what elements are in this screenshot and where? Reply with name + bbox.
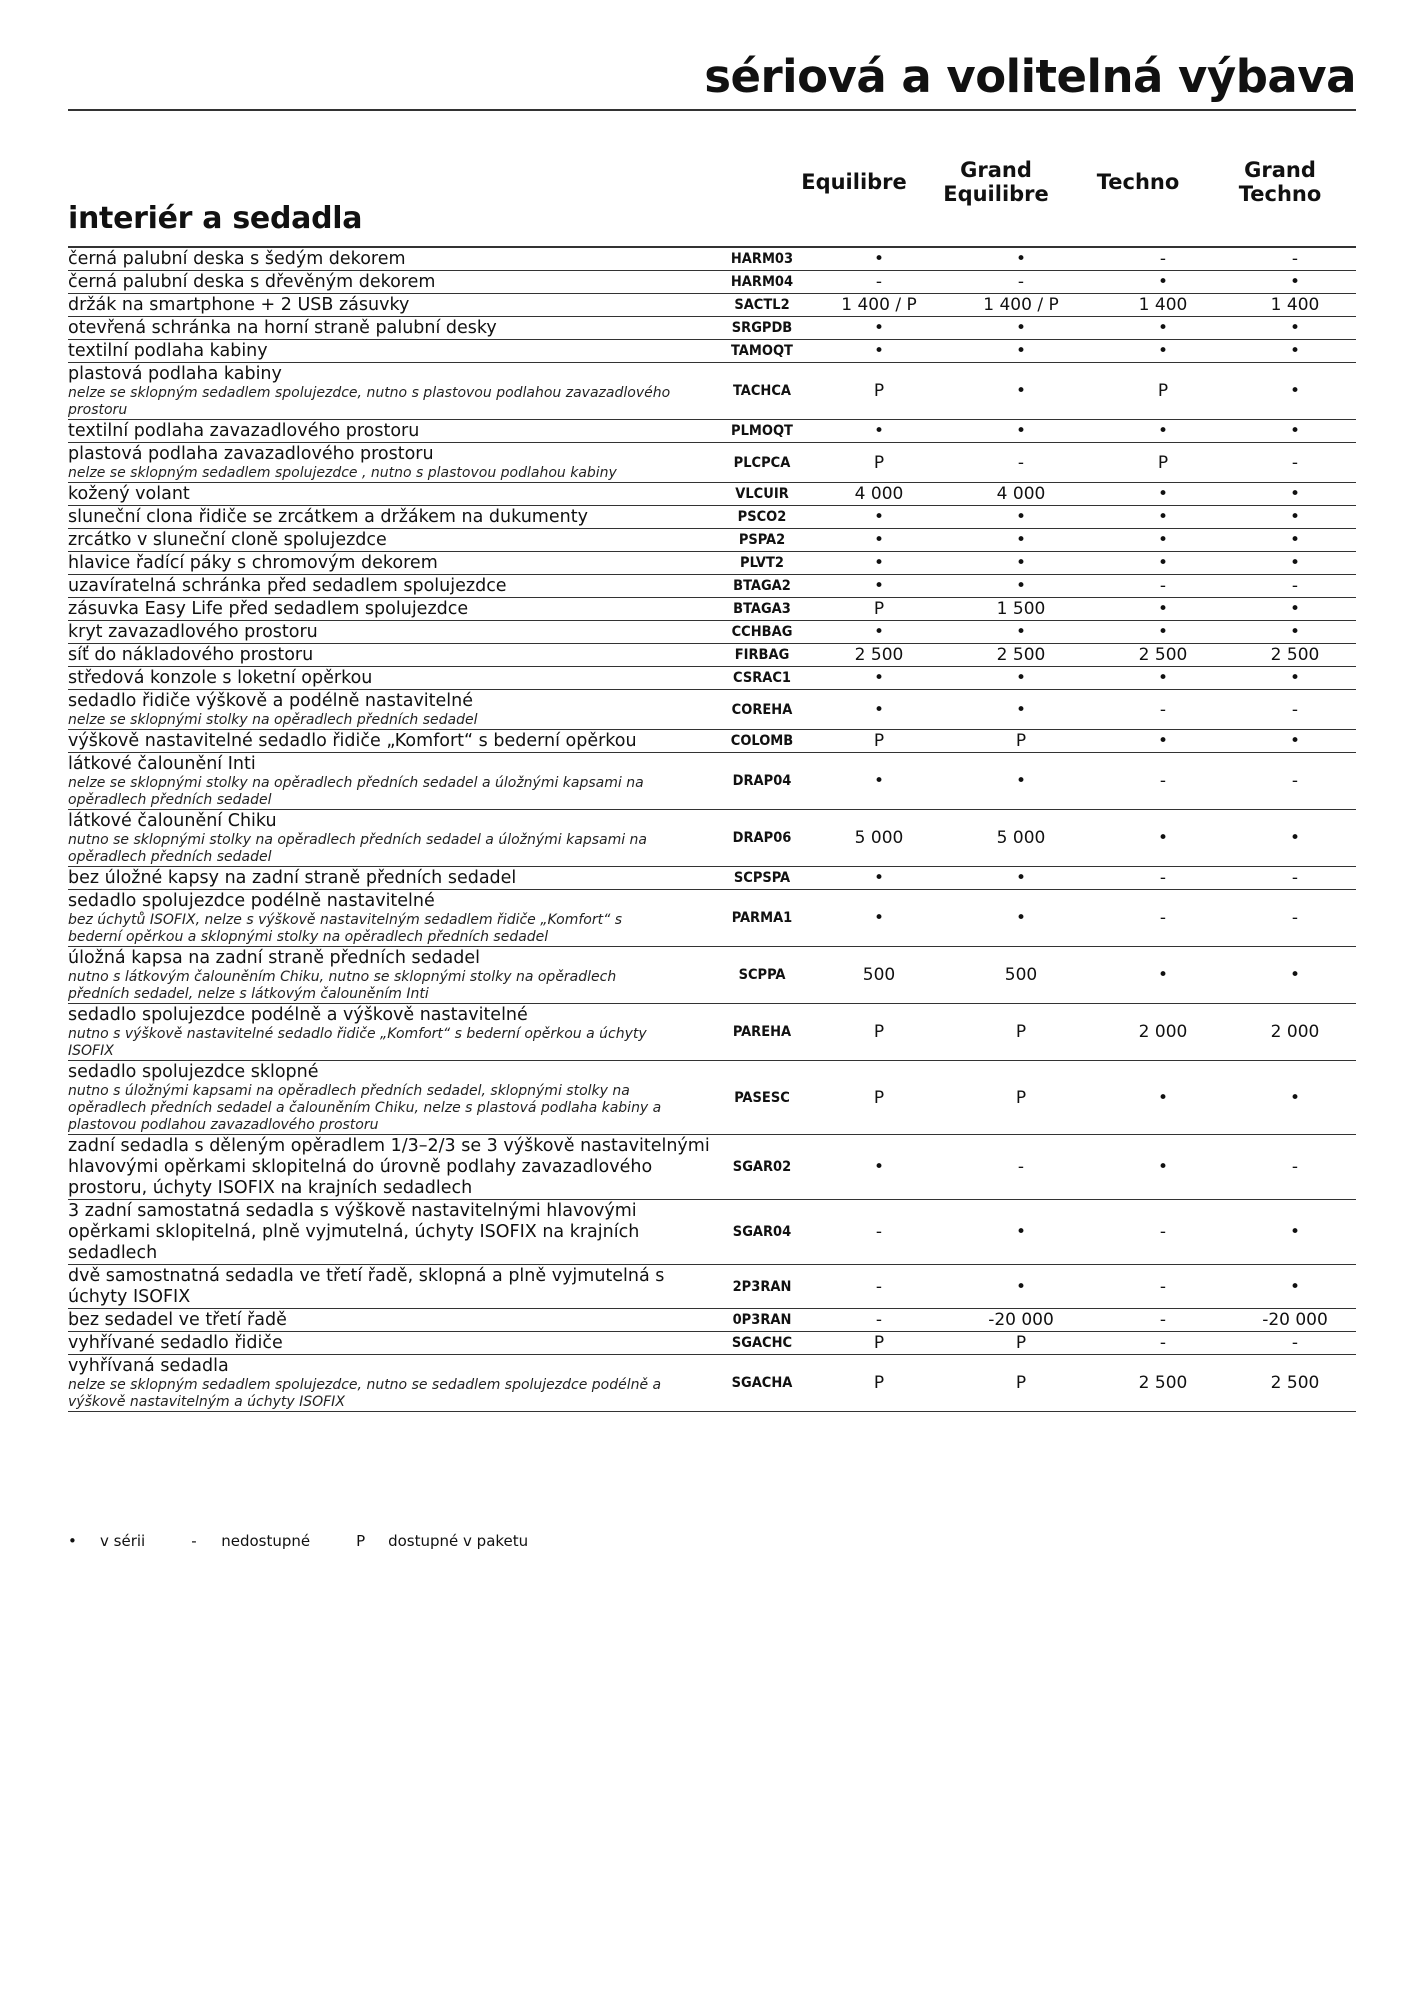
value-grand-techno: - bbox=[1234, 753, 1356, 810]
value-grand-equilibre: P bbox=[950, 730, 1092, 753]
table-row bbox=[68, 867, 1356, 890]
value-grand-techno: - bbox=[1234, 690, 1356, 730]
equipment-name-cell bbox=[68, 1265, 716, 1309]
equipment-name: hlavice řadící páky s chromovým dekorem bbox=[68, 553, 438, 573]
value-equilibre: P bbox=[808, 1004, 950, 1061]
equipment-name: plastová podlaha kabiny bbox=[68, 364, 282, 384]
option-code: TAMOQT bbox=[716, 340, 808, 363]
option-code: COREHA bbox=[716, 690, 808, 730]
equipment-name-cell bbox=[68, 1135, 716, 1200]
value-grand-equilibre: P bbox=[950, 1004, 1092, 1061]
table-row bbox=[68, 294, 1356, 317]
value-grand-techno: 2 500 bbox=[1234, 644, 1356, 667]
option-code: PSCO2 bbox=[716, 506, 808, 529]
equipment-name-cell bbox=[68, 363, 716, 420]
legend bbox=[68, 1532, 574, 1550]
equipment-name: textilní podlaha zavazadlového prostoru bbox=[68, 421, 420, 441]
value-equilibre: • bbox=[808, 529, 950, 552]
option-code: VLCUIR bbox=[716, 483, 808, 506]
value-grand-techno: • bbox=[1234, 483, 1356, 506]
title-divider bbox=[68, 109, 1356, 111]
value-grand-equilibre: • bbox=[950, 753, 1092, 810]
value-techno: - bbox=[1092, 690, 1234, 730]
value-equilibre: P bbox=[808, 730, 950, 753]
column-header-techno: Techno bbox=[1096, 170, 1180, 194]
value-techno: - bbox=[1092, 867, 1234, 890]
table-row bbox=[68, 1265, 1356, 1309]
value-techno: • bbox=[1092, 317, 1234, 340]
value-techno: • bbox=[1092, 730, 1234, 753]
value-techno: • bbox=[1092, 1061, 1234, 1135]
value-grand-equilibre: P bbox=[950, 1332, 1092, 1355]
option-code: PLVT2 bbox=[716, 552, 808, 575]
value-grand-equilibre: 500 bbox=[950, 947, 1092, 1004]
value-grand-equilibre: • bbox=[950, 690, 1092, 730]
value-grand-equilibre: • bbox=[950, 340, 1092, 363]
value-techno: • bbox=[1092, 506, 1234, 529]
option-code: DRAP06 bbox=[716, 810, 808, 867]
table-row bbox=[68, 443, 1356, 483]
value-equilibre: • bbox=[808, 867, 950, 890]
option-code: PLMOQT bbox=[716, 420, 808, 443]
value-grand-techno: -20 000 bbox=[1234, 1309, 1356, 1332]
equipment-name: černá palubní deska s šedým dekorem bbox=[68, 249, 406, 269]
value-grand-techno: • bbox=[1234, 420, 1356, 443]
value-grand-equilibre: • bbox=[950, 420, 1092, 443]
value-grand-techno: • bbox=[1234, 810, 1356, 867]
value-grand-techno: - bbox=[1234, 1135, 1356, 1200]
table-row bbox=[68, 730, 1356, 753]
legend-symbol-unavailable: - bbox=[191, 1532, 197, 1550]
value-grand-techno: - bbox=[1234, 890, 1356, 947]
value-grand-equilibre: 1 500 bbox=[950, 598, 1092, 621]
equipment-name-cell bbox=[68, 247, 716, 271]
equipment-name: úložná kapsa na zadní straně předních sedadel bbox=[68, 948, 480, 968]
value-equilibre: P bbox=[808, 1355, 950, 1412]
equipment-name-cell bbox=[68, 810, 716, 867]
equipment-name-cell bbox=[68, 443, 716, 483]
table-row bbox=[68, 1332, 1356, 1355]
equipment-name-cell bbox=[68, 529, 716, 552]
page-title: sériová a volitelná výbava bbox=[704, 50, 1356, 103]
column-header-grand-techno: Grand Techno bbox=[1238, 158, 1322, 206]
column-header-equilibre: Equilibre bbox=[801, 170, 907, 194]
value-equilibre: - bbox=[808, 1309, 950, 1332]
equipment-name-cell bbox=[68, 1061, 716, 1135]
equipment-name: zadní sedadla s děleným opěradlem 1/3–2/3 se 3 výškově nastavitelnými hlavovými opěrkami sklopitelná do úrovně podlahy zavazadlového prostoru, úchyty ISOFIX na krajních sedadlech bbox=[68, 1136, 710, 1198]
equipment-note: bez úchytů ISOFIX, nelze s výškově nastavitelným sedadlem řidiče „Komfort“ s bederní opěrkou a sklopnými stolky na opěradlech předních sedadel bbox=[68, 912, 623, 945]
value-equilibre: • bbox=[808, 575, 950, 598]
value-techno: • bbox=[1092, 420, 1234, 443]
legend-symbol-package: P bbox=[356, 1532, 366, 1550]
value-techno: • bbox=[1092, 621, 1234, 644]
value-techno: • bbox=[1092, 598, 1234, 621]
value-grand-equilibre: - bbox=[950, 271, 1092, 294]
value-grand-techno: • bbox=[1234, 947, 1356, 1004]
value-grand-techno: - bbox=[1234, 867, 1356, 890]
equipment-name-cell bbox=[68, 483, 716, 506]
equipment-name: bez sedadel ve třetí řadě bbox=[68, 1310, 287, 1330]
value-techno: - bbox=[1092, 1200, 1234, 1265]
table-row bbox=[68, 598, 1356, 621]
value-techno: • bbox=[1092, 552, 1234, 575]
table-row bbox=[68, 667, 1356, 690]
value-equilibre: P bbox=[808, 1061, 950, 1135]
value-equilibre: • bbox=[808, 753, 950, 810]
legend-label-unavailable: nedostupné bbox=[221, 1532, 311, 1550]
option-code: PLCPCA bbox=[716, 443, 808, 483]
value-equilibre: P bbox=[808, 1332, 950, 1355]
equipment-name-cell bbox=[68, 1309, 716, 1332]
table-row bbox=[68, 552, 1356, 575]
table-row bbox=[68, 1004, 1356, 1061]
option-code: SCPSPA bbox=[716, 867, 808, 890]
equipment-name-cell bbox=[68, 598, 716, 621]
equipment-note: nelze se sklopným sedadlem spolujezdce, nutno se sedadlem spolujezdce podélně a výškově nastavitelným a úchyty ISOFIX bbox=[68, 1377, 662, 1410]
option-code: PSPA2 bbox=[716, 529, 808, 552]
value-techno: P bbox=[1092, 443, 1234, 483]
value-grand-equilibre: - bbox=[950, 443, 1092, 483]
option-code: PASESC bbox=[716, 1061, 808, 1135]
table-row bbox=[68, 1061, 1356, 1135]
value-techno: - bbox=[1092, 1332, 1234, 1355]
section-heading: interiér a sedadla bbox=[68, 201, 363, 236]
equipment-name: zásuvka Easy Life před sedadlem spolujezdce bbox=[68, 599, 469, 619]
equipment-name: černá palubní deska s dřevěným dekorem bbox=[68, 272, 436, 292]
value-equilibre: • bbox=[808, 340, 950, 363]
equipment-name-cell bbox=[68, 271, 716, 294]
value-techno: • bbox=[1092, 271, 1234, 294]
table-row bbox=[68, 363, 1356, 420]
equipment-note: nutno s výškově nastavitelné sedadlo řidiče „Komfort“ s bederní opěrkou a úchyty ISOFIX bbox=[68, 1026, 647, 1059]
value-equilibre: • bbox=[808, 552, 950, 575]
value-grand-techno: • bbox=[1234, 529, 1356, 552]
equipment-name-cell bbox=[68, 644, 716, 667]
value-equilibre: • bbox=[808, 317, 950, 340]
value-equilibre: • bbox=[808, 420, 950, 443]
equipment-name-cell bbox=[68, 621, 716, 644]
option-code: COLOMB bbox=[716, 730, 808, 753]
value-grand-equilibre: • bbox=[950, 529, 1092, 552]
value-grand-equilibre: • bbox=[950, 1200, 1092, 1265]
value-techno: • bbox=[1092, 667, 1234, 690]
value-equilibre: P bbox=[808, 598, 950, 621]
option-code: FIRBAG bbox=[716, 644, 808, 667]
table-header bbox=[68, 150, 1356, 246]
value-grand-techno: • bbox=[1234, 730, 1356, 753]
option-code: TACHCA bbox=[716, 363, 808, 420]
table-row bbox=[68, 340, 1356, 363]
option-code: SGACHA bbox=[716, 1355, 808, 1412]
equipment-name: otevřená schránka na horní straně palubní desky bbox=[68, 318, 497, 338]
equipment-name-cell bbox=[68, 1332, 716, 1355]
value-techno: • bbox=[1092, 340, 1234, 363]
value-techno: • bbox=[1092, 529, 1234, 552]
option-code: 2P3RAN bbox=[716, 1265, 808, 1309]
value-techno: • bbox=[1092, 483, 1234, 506]
option-code: HARM03 bbox=[716, 247, 808, 271]
equipment-name: vyhřívaná sedadla bbox=[68, 1356, 229, 1376]
value-equilibre: P bbox=[808, 363, 950, 420]
value-grand-techno: • bbox=[1234, 667, 1356, 690]
value-equilibre: 2 500 bbox=[808, 644, 950, 667]
value-techno: - bbox=[1092, 1309, 1234, 1332]
value-grand-techno: - bbox=[1234, 247, 1356, 271]
value-grand-techno: • bbox=[1234, 271, 1356, 294]
legend-label-standard: v sérii bbox=[100, 1532, 146, 1550]
value-grand-techno: • bbox=[1234, 340, 1356, 363]
table-row bbox=[68, 1200, 1356, 1265]
value-grand-equilibre: 1 400 / P bbox=[950, 294, 1092, 317]
value-grand-equilibre: • bbox=[950, 363, 1092, 420]
value-equilibre: - bbox=[808, 1200, 950, 1265]
option-code: SACTL2 bbox=[716, 294, 808, 317]
value-techno: P bbox=[1092, 363, 1234, 420]
equipment-note: nelze se sklopným sedadlem spolujezdce, nutno s plastovou podlahou zavazadlového prostoru bbox=[68, 385, 671, 418]
value-grand-equilibre: • bbox=[950, 575, 1092, 598]
value-equilibre: • bbox=[808, 690, 950, 730]
value-grand-techno: • bbox=[1234, 506, 1356, 529]
value-equilibre: • bbox=[808, 506, 950, 529]
equipment-name: držák na smartphone + 2 USB zásuvky bbox=[68, 295, 410, 315]
equipment-name-cell bbox=[68, 420, 716, 443]
table-row bbox=[68, 317, 1356, 340]
table-row bbox=[68, 529, 1356, 552]
option-code: BTAGA2 bbox=[716, 575, 808, 598]
value-equilibre: • bbox=[808, 1135, 950, 1200]
legend-label-package: dostupné v paketu bbox=[388, 1532, 529, 1550]
value-grand-techno: • bbox=[1234, 317, 1356, 340]
value-equilibre: • bbox=[808, 667, 950, 690]
value-techno: • bbox=[1092, 947, 1234, 1004]
table-row bbox=[68, 420, 1356, 443]
equipment-name: textilní podlaha kabiny bbox=[68, 341, 268, 361]
value-grand-equilibre: • bbox=[950, 317, 1092, 340]
value-techno: • bbox=[1092, 810, 1234, 867]
equipment-name: látkové čalounění Inti bbox=[68, 754, 256, 774]
value-grand-equilibre: 5 000 bbox=[950, 810, 1092, 867]
value-grand-equilibre: • bbox=[950, 890, 1092, 947]
value-techno: - bbox=[1092, 1265, 1234, 1309]
equipment-name: sluneční clona řidiče se zrcátkem a držákem na dukumenty bbox=[68, 507, 588, 527]
equipment-name-cell bbox=[68, 552, 716, 575]
value-grand-techno: - bbox=[1234, 575, 1356, 598]
equipment-name-cell bbox=[68, 575, 716, 598]
table-row bbox=[68, 810, 1356, 867]
value-equilibre: • bbox=[808, 621, 950, 644]
value-equilibre: - bbox=[808, 271, 950, 294]
value-equilibre: 4 000 bbox=[808, 483, 950, 506]
equipment-name-cell bbox=[68, 1355, 716, 1412]
option-code: PARMA1 bbox=[716, 890, 808, 947]
option-code: SRGPDB bbox=[716, 317, 808, 340]
table-row bbox=[68, 947, 1356, 1004]
table-row bbox=[68, 575, 1356, 598]
value-techno: 2 500 bbox=[1092, 1355, 1234, 1412]
equipment-name: výškově nastavitelné sedadlo řidiče „Komfort“ s bederní opěrkou bbox=[68, 731, 637, 751]
value-techno: 1 400 bbox=[1092, 294, 1234, 317]
value-grand-techno: • bbox=[1234, 621, 1356, 644]
table-row bbox=[68, 690, 1356, 730]
equipment-name-cell bbox=[68, 317, 716, 340]
value-equilibre: - bbox=[808, 1265, 950, 1309]
value-grand-equilibre: 4 000 bbox=[950, 483, 1092, 506]
equipment-name-cell bbox=[68, 690, 716, 730]
value-grand-equilibre: • bbox=[950, 506, 1092, 529]
equipment-name-cell bbox=[68, 890, 716, 947]
table-row bbox=[68, 506, 1356, 529]
value-grand-equilibre: P bbox=[950, 1061, 1092, 1135]
equipment-name-cell bbox=[68, 340, 716, 363]
equipment-name: látkové čalounění Chiku bbox=[68, 811, 277, 831]
equipment-name: kožený volant bbox=[68, 484, 190, 504]
equipment-name-cell bbox=[68, 294, 716, 317]
table-row bbox=[68, 1309, 1356, 1332]
equipment-note: nutno s úložnými kapsami na opěradlech předních sedadel, sklopnými stolky na opěradlech předních sedadel a čalouněním Chiku, nelze s plastová podlaha kabiny a plastovou podlahou zavazadlového prostoru bbox=[68, 1083, 662, 1133]
column-header-grand-equilibre: Grand Equilibre bbox=[943, 158, 1049, 206]
equipment-name: kryt zavazadlového prostoru bbox=[68, 622, 318, 642]
value-techno: - bbox=[1092, 753, 1234, 810]
table-row bbox=[68, 247, 1356, 271]
value-grand-equilibre: P bbox=[950, 1355, 1092, 1412]
equipment-name: středová konzole s loketní opěrkou bbox=[68, 668, 373, 688]
equipment-table bbox=[68, 246, 1356, 1412]
equipment-name-cell bbox=[68, 947, 716, 1004]
option-code: SGAR04 bbox=[716, 1200, 808, 1265]
table-row bbox=[68, 644, 1356, 667]
equipment-note: nelze se sklopným sedadlem spolujezdce , nutno s plastovou podlahou kabiny bbox=[68, 465, 617, 481]
value-equilibre: 5 000 bbox=[808, 810, 950, 867]
value-techno: 2 500 bbox=[1092, 644, 1234, 667]
table-row bbox=[68, 753, 1356, 810]
equipment-name: sedadlo řidiče výškově a podélně nastavitelné bbox=[68, 691, 474, 711]
option-code: PAREHA bbox=[716, 1004, 808, 1061]
equipment-note: nutno se sklopnými stolky na opěradlech předních sedadel a úložnými kapsami na opěradlech předních sedadel bbox=[68, 832, 648, 865]
value-equilibre: 1 400 / P bbox=[808, 294, 950, 317]
value-grand-techno: 2 500 bbox=[1234, 1355, 1356, 1412]
equipment-name: sedadlo spolujezdce podélně nastavitelné bbox=[68, 891, 435, 911]
equipment-name: sedadlo spolujezdce podélně a výškově nastavitelné bbox=[68, 1005, 528, 1025]
value-grand-techno: - bbox=[1234, 1332, 1356, 1355]
option-code: 0P3RAN bbox=[716, 1309, 808, 1332]
equipment-name: 3 zadní samostatná sedadla s výškově nastavitelnými hlavovými opěrkami sklopitelná, plně vyjmutelná, úchyty ISOFIX na krajních sedadlech bbox=[68, 1201, 640, 1263]
equipment-name: plastová podlaha zavazadlového prostoru bbox=[68, 444, 434, 464]
value-techno: - bbox=[1092, 575, 1234, 598]
value-grand-techno: • bbox=[1234, 598, 1356, 621]
value-equilibre: 500 bbox=[808, 947, 950, 1004]
value-grand-techno: - bbox=[1234, 443, 1356, 483]
value-equilibre: P bbox=[808, 443, 950, 483]
value-grand-equilibre: • bbox=[950, 621, 1092, 644]
table-row bbox=[68, 483, 1356, 506]
value-equilibre: • bbox=[808, 247, 950, 271]
value-grand-techno: 1 400 bbox=[1234, 294, 1356, 317]
table-row bbox=[68, 890, 1356, 947]
option-code: CSRAC1 bbox=[716, 667, 808, 690]
value-techno: - bbox=[1092, 890, 1234, 947]
table-row bbox=[68, 1135, 1356, 1200]
value-grand-equilibre: - bbox=[950, 1135, 1092, 1200]
equipment-note: nelze se sklopnými stolky na opěradlech předních sedadel a úložnými kapsami na opěradlech předních sedadel bbox=[68, 775, 644, 808]
option-code: SGAR02 bbox=[716, 1135, 808, 1200]
option-code: SGACHC bbox=[716, 1332, 808, 1355]
equipment-name-cell bbox=[68, 753, 716, 810]
equipment-name: zrcátko v sluneční cloně spolujezdce bbox=[68, 530, 387, 550]
table-row bbox=[68, 1355, 1356, 1412]
value-grand-equilibre: -20 000 bbox=[950, 1309, 1092, 1332]
equipment-name-cell bbox=[68, 506, 716, 529]
option-code: SCPPA bbox=[716, 947, 808, 1004]
value-grand-equilibre: • bbox=[950, 552, 1092, 575]
equipment-name: síť do nákladového prostoru bbox=[68, 645, 314, 665]
table-row bbox=[68, 621, 1356, 644]
value-grand-techno: • bbox=[1234, 1061, 1356, 1135]
value-grand-equilibre: 2 500 bbox=[950, 644, 1092, 667]
equipment-name-cell bbox=[68, 667, 716, 690]
equipment-name: vyhřívané sedadlo řidiče bbox=[68, 1333, 283, 1353]
value-grand-equilibre: • bbox=[950, 867, 1092, 890]
equipment-name-cell bbox=[68, 1200, 716, 1265]
equipment-name-cell bbox=[68, 730, 716, 753]
equipment-name-cell bbox=[68, 1004, 716, 1061]
value-grand-techno: • bbox=[1234, 1265, 1356, 1309]
equipment-name: sedadlo spolujezdce sklopné bbox=[68, 1062, 319, 1082]
equipment-name: bez úložné kapsy na zadní straně předních sedadel bbox=[68, 868, 517, 888]
option-code: BTAGA3 bbox=[716, 598, 808, 621]
value-techno: - bbox=[1092, 247, 1234, 271]
equipment-note: nelze se sklopnými stolky na opěradlech předních sedadel bbox=[68, 712, 478, 728]
table-row bbox=[68, 271, 1356, 294]
value-grand-techno: • bbox=[1234, 552, 1356, 575]
value-grand-equilibre: • bbox=[950, 667, 1092, 690]
value-techno: • bbox=[1092, 1135, 1234, 1200]
value-grand-equilibre: • bbox=[950, 1265, 1092, 1309]
value-grand-techno: • bbox=[1234, 363, 1356, 420]
value-grand-techno: • bbox=[1234, 1200, 1356, 1265]
option-code: HARM04 bbox=[716, 271, 808, 294]
value-equilibre: • bbox=[808, 890, 950, 947]
equipment-note: nutno s látkovým čalouněním Chiku, nutno se sklopnými stolky na opěradlech předních sedadel, nelze s látkovým čalouněním Inti bbox=[68, 969, 617, 1002]
value-grand-techno: 2 000 bbox=[1234, 1004, 1356, 1061]
equipment-name: dvě samostnatná sedadla ve třetí řadě, sklopná a plně vyjmutelná s úchyty ISOFIX bbox=[68, 1266, 665, 1307]
value-grand-equilibre: • bbox=[950, 247, 1092, 271]
legend-symbol-standard: • bbox=[68, 1532, 77, 1550]
option-code: DRAP04 bbox=[716, 753, 808, 810]
equipment-name-cell bbox=[68, 867, 716, 890]
equipment-name: uzavíratelná schránka před sedadlem spolujezdce bbox=[68, 576, 507, 596]
option-code: CCHBAG bbox=[716, 621, 808, 644]
value-techno: 2 000 bbox=[1092, 1004, 1234, 1061]
